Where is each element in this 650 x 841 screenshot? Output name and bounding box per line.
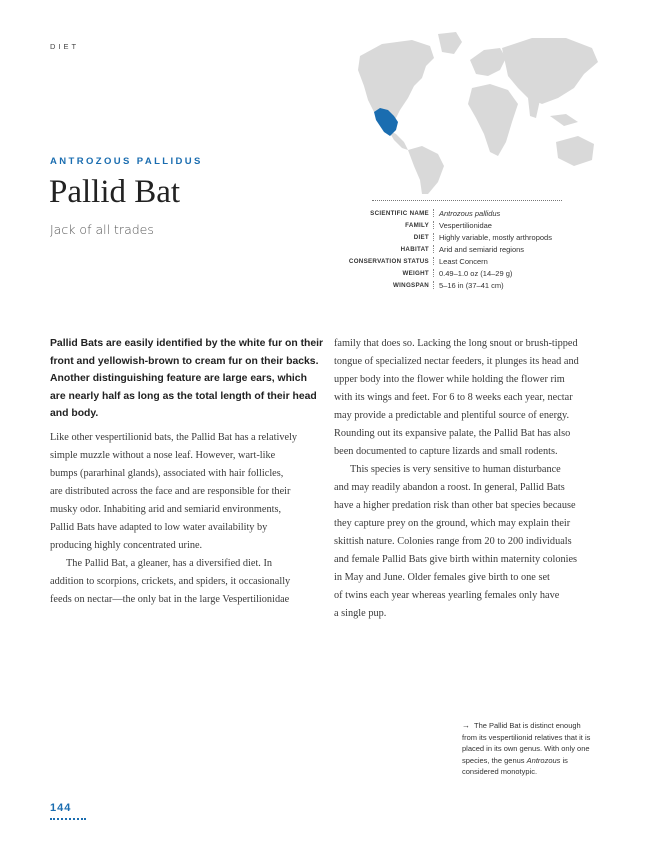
text-line: a single pup. (334, 608, 387, 619)
fact-row (340, 243, 562, 255)
fact-label: DIET (413, 233, 429, 241)
text-line: are distributed across the face and are responsible for their (50, 486, 291, 497)
fact-value: 0.49–1.0 oz (14–29 g) (439, 268, 513, 278)
body-column-right (334, 335, 596, 623)
fact-separator (433, 257, 435, 265)
body-paragraph (334, 461, 596, 623)
fact-value: Least Concern (439, 256, 488, 266)
text-line: of twins each year whereas yearling females only have (334, 590, 560, 601)
text-line: Like other vespertilionid bats, the Pallid Bat has a relatively (50, 432, 298, 443)
page-number-dots (50, 818, 86, 820)
fact-row (340, 207, 562, 219)
fact-separator (433, 269, 435, 277)
caption-line: The Pallid Bat is distinct enough (474, 721, 581, 730)
text-line: addition to scorpions, crickets, and spiders, it occasionally (50, 576, 291, 587)
fact-row (340, 279, 562, 291)
fact-row (340, 267, 562, 279)
caption-line: from its vespertilionid relatives that it is (462, 732, 591, 742)
text-line: and female Pallid Bats give birth within maternity colonies (334, 554, 578, 565)
fact-label: FAMILY (405, 221, 429, 229)
fact-label: WINGSPAN (393, 281, 429, 289)
greenland-shape (438, 32, 462, 54)
fact-value: Antrozous pallidus (439, 208, 501, 218)
text-line: and may readily abandon a roost. In general, Pallid Bats (334, 482, 565, 493)
body-paragraph (50, 555, 312, 609)
fact-separator (433, 281, 435, 289)
fact-separator (433, 221, 435, 229)
fact-label: WEIGHT (402, 269, 429, 277)
text-line: with its wings and feet. For 6 to 8 weeks each year, nectar (334, 392, 573, 403)
latin-name: ANTROZOUS PALLIDUS (50, 156, 203, 167)
fact-separator (433, 209, 435, 217)
fact-value: Vespertilionidae (439, 220, 492, 230)
text-line: they capture prey on the ground, which may explain their (334, 518, 571, 529)
facts-table (340, 200, 562, 291)
page-subtitle: Jack of all trades (50, 222, 154, 237)
fact-row (340, 231, 562, 243)
range-map (352, 26, 602, 196)
text-line: The Pallid Bat, a gleaner, has a diversified diet. In (66, 558, 273, 569)
body-paragraph (334, 335, 596, 461)
fact-separator (433, 245, 435, 253)
caption-line: species, the genus Antrozous is (462, 755, 568, 765)
text-line: front and yellowish-brown to cream fur on their backs. (50, 355, 319, 367)
europe-shape (470, 48, 506, 76)
fact-separator (433, 233, 435, 241)
fact-label: SCIENTIFIC NAME (370, 209, 429, 217)
text-line: may provide a predictable and plentiful source of energy. (334, 410, 570, 421)
lead-paragraph (50, 335, 324, 423)
text-line: simple muzzle without a nose leaf. However, wart-like (50, 450, 276, 461)
text-line: producing highly concentrated urine. (50, 540, 203, 551)
fact-row (340, 219, 562, 231)
text-line: are nearly half as long as the total length of their head (50, 390, 317, 402)
text-line: have a higher predation risk than other bat species because (334, 500, 576, 511)
text-line: in May and June. Older females give birth to one set (334, 572, 550, 583)
text-line: Pallid Bats are easily identified by the white fur on their (50, 338, 324, 349)
facts-divider (372, 200, 562, 201)
se-asia-islands-shape (550, 114, 578, 126)
south-america-shape (408, 146, 444, 194)
text-line: musky odor. Inhabiting arid and semiarid environments, (50, 504, 282, 515)
text-line: bumps (pararhinal glands), associated with hair follicles, (50, 468, 284, 479)
caption-line: placed in its own genus. With only one (462, 744, 590, 753)
body-column-left (50, 429, 312, 609)
asia-shape (502, 38, 598, 104)
caption-line: considered monotypic. (462, 767, 538, 776)
text-line: upper body into the flower while holding the flower rim (334, 374, 565, 385)
fact-label: HABITAT (400, 245, 429, 253)
text-line: and body. (50, 408, 99, 419)
page-number: 144 (50, 802, 72, 814)
text-line: family that does so. Lacking the long snout or brush-tipped (334, 338, 578, 349)
text-line: Another distinguishing feature are large ears, which (50, 373, 307, 384)
fact-value: Arid and semiarid regions (439, 244, 525, 254)
text-line: This species is very sensitive to human disturbance (350, 464, 561, 475)
text-line: feeds on nectar—the only bat in the large Vespertilionidae (50, 594, 290, 605)
body-paragraph (50, 429, 312, 555)
fact-label: CONSERVATION STATUS (348, 257, 429, 265)
world-landmass (358, 32, 598, 194)
text-line: Pallid Bats have adapted to low water availability by (50, 522, 268, 533)
fact-value: 5–16 in (37–41 cm) (439, 280, 504, 290)
india-shape (528, 98, 540, 118)
fact-row (340, 255, 562, 267)
africa-shape (468, 84, 518, 156)
north-america-shape (358, 40, 434, 130)
page-title: Pallid Bat (49, 174, 181, 210)
arrow-right-icon: → (462, 721, 470, 730)
australia-shape (556, 136, 594, 166)
sidebar-caption (462, 720, 607, 778)
fact-value: Highly variable, mostly arthropods (439, 232, 552, 242)
text-line: skittish nature. Colonies range from 20 to 200 individuals (334, 536, 572, 547)
text-line: Rounding out its expansive palate, the Pallid Bat has also (334, 428, 571, 439)
text-line: tongue of specialized nectar feeders, it plunges its head and (334, 356, 579, 367)
text-line: been documented to capture lizards and small rodents. (334, 446, 558, 457)
section-label: DIET (50, 42, 80, 51)
